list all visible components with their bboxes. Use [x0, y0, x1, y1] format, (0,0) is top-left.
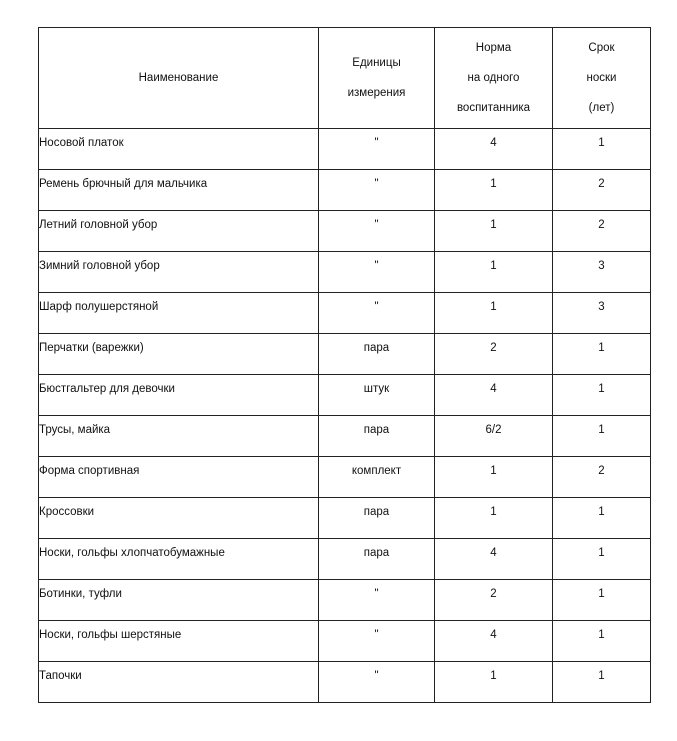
item-name: Летний головной убор [39, 219, 158, 231]
term-value: 1 [598, 424, 605, 436]
norm-value: 1 [490, 465, 497, 477]
table-row [39, 621, 651, 662]
term-value: 1 [598, 506, 605, 518]
header-norm-line: Норма [475, 42, 512, 54]
unit-cell [319, 211, 435, 252]
unit-cell [319, 539, 435, 580]
term-cell [553, 334, 651, 375]
unit-value: пара [363, 342, 390, 354]
item-name-cell [39, 416, 319, 457]
term-cell [553, 211, 651, 252]
term-cell [553, 170, 651, 211]
table-row [39, 498, 651, 539]
term-value: 2 [598, 219, 605, 231]
unit-value: " [374, 137, 379, 149]
item-name: Перчатки (варежки) [39, 342, 144, 354]
header-term-line: Срок [588, 42, 615, 54]
table-row [39, 457, 651, 498]
unit-value: " [374, 178, 379, 190]
table-row [39, 539, 651, 580]
norm-value: 1 [490, 301, 497, 313]
item-name: Носки, гольфы хлопчатобумажные [39, 547, 225, 559]
norm-value: 1 [490, 219, 497, 231]
norm-value: 4 [490, 137, 497, 149]
table-row [39, 170, 651, 211]
norm-cell [435, 457, 553, 498]
term-cell [553, 129, 651, 170]
unit-cell [319, 252, 435, 293]
header-unit-line: Единицы [352, 57, 401, 69]
unit-value: пара [363, 424, 390, 436]
unit-value: пара [363, 547, 390, 559]
table-row [39, 416, 651, 457]
norm-value: 1 [490, 178, 497, 190]
term-cell [553, 375, 651, 416]
item-name-cell [39, 211, 319, 252]
unit-cell [319, 621, 435, 662]
norm-cell [435, 252, 553, 293]
norm-value: 2 [490, 342, 497, 354]
header-term-line: (лет) [588, 102, 615, 114]
header-name [39, 28, 319, 129]
item-name-cell [39, 129, 319, 170]
norm-cell [435, 498, 553, 539]
term-cell [553, 252, 651, 293]
unit-cell [319, 375, 435, 416]
unit-value: " [374, 629, 379, 641]
term-cell [553, 539, 651, 580]
item-name-cell [39, 539, 319, 580]
item-name: Форма спортивная [39, 465, 140, 477]
norm-cell [435, 662, 553, 703]
term-value: 1 [598, 547, 605, 559]
norm-value: 6/2 [485, 424, 502, 436]
term-value: 2 [598, 465, 605, 477]
item-name-cell [39, 252, 319, 293]
norm-value: 1 [490, 260, 497, 272]
norm-value: 4 [490, 547, 497, 559]
term-cell [553, 293, 651, 334]
header-term-line: носки [586, 72, 617, 84]
item-name-cell [39, 580, 319, 621]
term-value: 1 [598, 342, 605, 354]
table-row [39, 129, 651, 170]
term-cell [553, 621, 651, 662]
unit-cell [319, 334, 435, 375]
unit-value: " [374, 301, 379, 313]
item-name: Шарф полушерстяной [39, 301, 159, 313]
clothing-norms-table [38, 27, 651, 703]
header-norm-line: на одного [467, 72, 520, 84]
norm-value: 1 [490, 506, 497, 518]
header-norm-line: воспитанника [456, 102, 531, 114]
item-name: Тапочки [39, 670, 82, 682]
term-value: 1 [598, 588, 605, 600]
term-value: 1 [598, 670, 605, 682]
norm-cell [435, 170, 553, 211]
item-name: Бюстгальтер для девочки [39, 383, 175, 395]
unit-cell [319, 129, 435, 170]
norm-cell [435, 334, 553, 375]
unit-value: " [374, 219, 379, 231]
norm-value: 4 [490, 629, 497, 641]
header-term [553, 28, 651, 129]
norm-cell [435, 580, 553, 621]
unit-cell [319, 580, 435, 621]
unit-value: " [374, 588, 379, 600]
unit-cell [319, 416, 435, 457]
table-row [39, 334, 651, 375]
table-row [39, 580, 651, 621]
unit-value: пара [363, 506, 390, 518]
item-name: Кроссовки [39, 506, 95, 518]
table-header-row [39, 28, 651, 129]
norm-cell [435, 129, 553, 170]
item-name-cell [39, 375, 319, 416]
unit-value: штук [363, 383, 390, 395]
item-name: Носки, гольфы шерстяные [39, 629, 182, 641]
term-value: 1 [598, 383, 605, 395]
norm-cell [435, 211, 553, 252]
item-name-cell [39, 170, 319, 211]
header-norm [435, 28, 553, 129]
norm-cell [435, 293, 553, 334]
term-cell [553, 416, 651, 457]
unit-cell [319, 662, 435, 703]
unit-cell [319, 170, 435, 211]
norm-cell [435, 621, 553, 662]
term-value: 1 [598, 629, 605, 641]
item-name-cell [39, 293, 319, 334]
item-name: Ботинки, туфли [39, 588, 122, 600]
term-cell [553, 498, 651, 539]
unit-value: комплект [351, 465, 402, 477]
unit-value: " [374, 670, 379, 682]
norm-value: 2 [490, 588, 497, 600]
item-name: Зимний головной убор [39, 260, 160, 272]
term-value: 1 [598, 137, 605, 149]
norm-cell [435, 416, 553, 457]
term-value: 2 [598, 178, 605, 190]
header-name-line: Наименование [138, 72, 219, 84]
table-row [39, 211, 651, 252]
table-row [39, 293, 651, 334]
term-cell [553, 580, 651, 621]
header-unit [319, 28, 435, 129]
term-value: 3 [598, 301, 605, 313]
unit-cell [319, 457, 435, 498]
item-name-cell [39, 334, 319, 375]
item-name-cell [39, 457, 319, 498]
norm-value: 1 [490, 670, 497, 682]
table-row [39, 375, 651, 416]
item-name-cell [39, 621, 319, 662]
term-value: 3 [598, 260, 605, 272]
item-name-cell [39, 662, 319, 703]
unit-value: " [374, 260, 379, 272]
table-row [39, 662, 651, 703]
unit-cell [319, 498, 435, 539]
header-unit-line: измерения [347, 87, 406, 99]
unit-cell [319, 293, 435, 334]
table-row [39, 252, 651, 293]
term-cell [553, 662, 651, 703]
norm-cell [435, 375, 553, 416]
item-name-cell [39, 498, 319, 539]
item-name: Ремень брючный для мальчика [39, 178, 208, 190]
item-name: Носовой платок [39, 137, 124, 149]
item-name: Трусы, майка [39, 424, 111, 436]
norm-cell [435, 539, 553, 580]
term-cell [553, 457, 651, 498]
norm-value: 4 [490, 383, 497, 395]
